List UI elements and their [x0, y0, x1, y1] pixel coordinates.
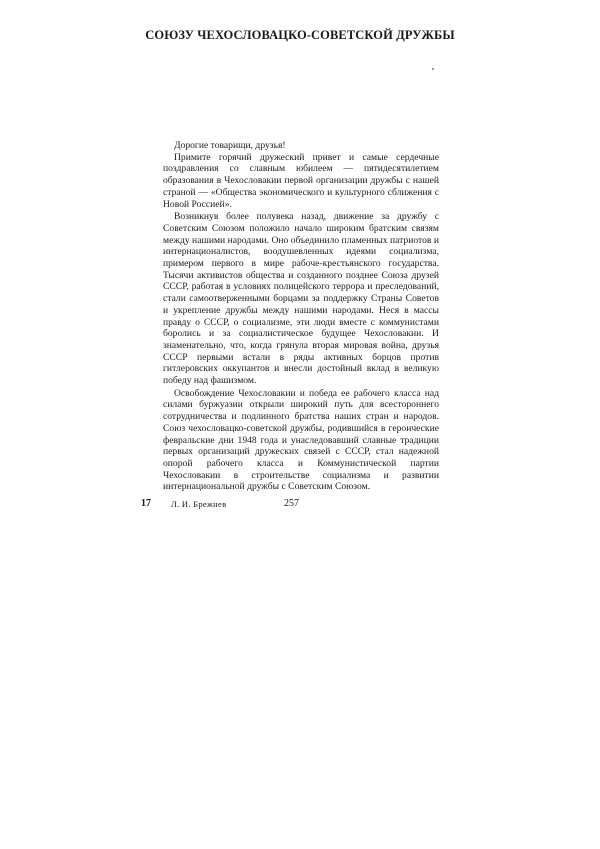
paragraph-2: Возникнув более полувека назад, движение за дружбу с Советским Союзом положило начало широким братским связям между нашими народами. Оно объединило пламенных патриотов и интернационалистов, воодушевленных идеями социализма, примером первого в мире рабоче-крестьянского государства. Тысячи активистов общества и созданного позднее Союза друзей СССР, работая в условиях полицейского террора и преследований, стали самоотверженными борцами за поддержку Страны Советов и укрепление дружбы между нашими народами. Неся в массы правду о СССР, о социализме, эти люди вместе с коммунистами боролись и за социалистическое будущее Чехословакии. И знаменательно, что, когда грянула вторая мировая война, друзья СССР первыми встали в ряды активных борцов против гитлеровских оккупантов и внесли достойный вклад в великую победу над фашизмом.	[163, 211, 439, 387]
print-speck	[432, 68, 434, 70]
page-number: 257	[284, 498, 299, 509]
paragraph-3: Освобождение Чехословакии и победа ее рабочего класса над силами буржуазии открыли широкий путь для всестороннего сотрудничества и подлинного братства наших стран и народов. Союз чехословацко-советской дружбы, родившийся в героические февральские дни 1948 года и унаследовавший славные традиции первых организаций дружеских связей с СССР, стал надежной опорой рабочего класса и Коммунистической партии Чехословакии в строительстве социализма и развитии интернациональной дружбы с Советским Союзом.	[163, 387, 439, 493]
paragraph-1: Примите горячий дружеский привет и самые сердечные поздравления со славным юбилеем — пятидесятилетием образования в Чехословакии первой организации дружбы с нашей страной — «Общества экономического и культурного сближения с Новой Россией».	[163, 151, 439, 210]
signature-number: 17	[141, 498, 151, 509]
letter-body	[163, 140, 439, 493]
page-title: СОЮЗУ ЧЕХОСЛОВАЦКО-СОВЕТСКОЙ ДРУЖБЫ	[145, 28, 455, 42]
page-footer	[141, 498, 441, 512]
footer-author: Л. И. Брежнев	[171, 499, 227, 509]
salutation: Дорогие товарищи, друзья!	[174, 140, 286, 151]
